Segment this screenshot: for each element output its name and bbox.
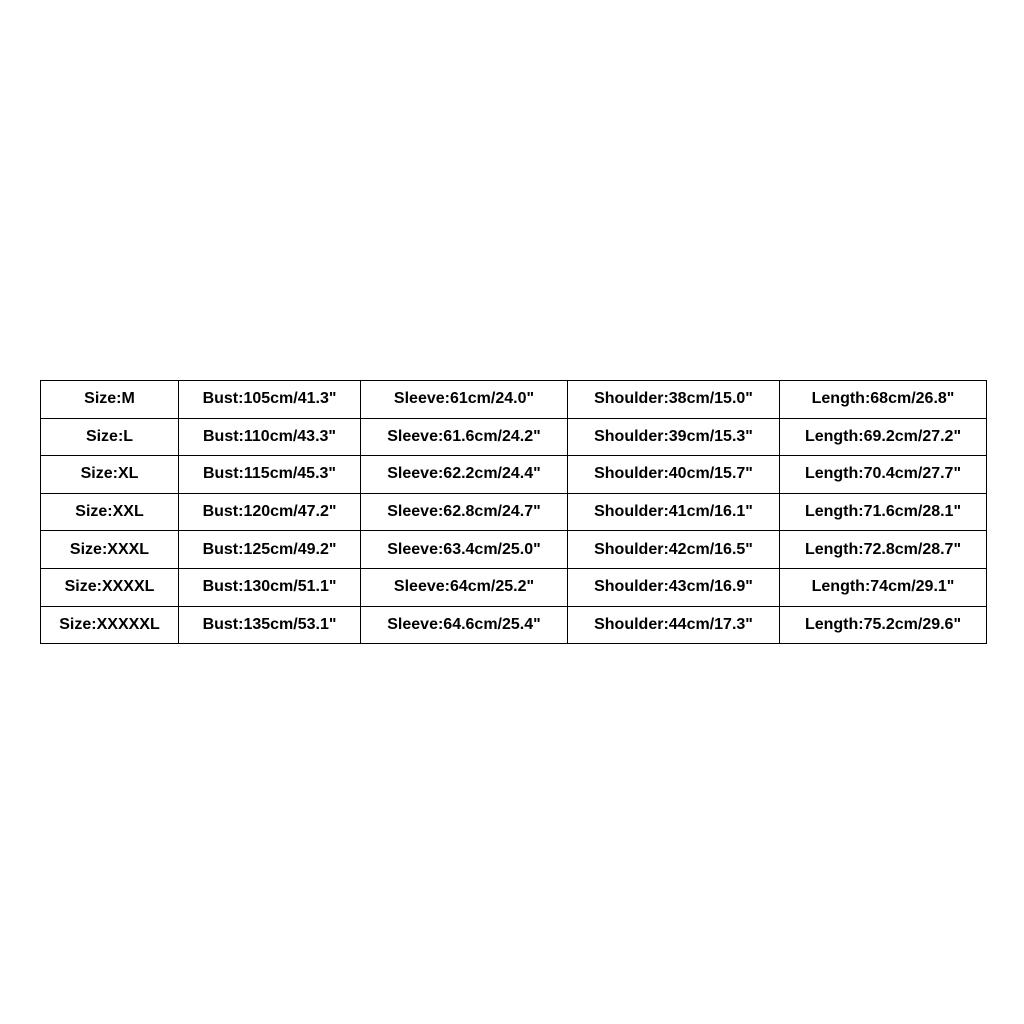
- sleeve-cell: Sleeve:62.2cm/24.4": [361, 456, 568, 494]
- sleeve-cell: Sleeve:61.6cm/24.2": [361, 418, 568, 456]
- bust-cell: Bust:105cm/41.3": [179, 381, 361, 419]
- table-row: [41, 381, 987, 419]
- shoulder-cell: Shoulder:38cm/15.0": [568, 381, 780, 419]
- length-cell: Length:68cm/26.8": [780, 381, 987, 419]
- table-row: [41, 456, 987, 494]
- size-cell: Size:XXXL: [41, 531, 179, 569]
- table-row: [41, 568, 987, 606]
- bust-cell: Bust:120cm/47.2": [179, 493, 361, 531]
- size-cell: Size:L: [41, 418, 179, 456]
- size-chart-table: [40, 380, 987, 644]
- table-row: [41, 493, 987, 531]
- size-cell: Size:XXXXL: [41, 568, 179, 606]
- shoulder-cell: Shoulder:42cm/16.5": [568, 531, 780, 569]
- length-cell: Length:71.6cm/28.1": [780, 493, 987, 531]
- length-cell: Length:72.8cm/28.7": [780, 531, 987, 569]
- sleeve-cell: Sleeve:62.8cm/24.7": [361, 493, 568, 531]
- length-cell: Length:74cm/29.1": [780, 568, 987, 606]
- bust-cell: Bust:125cm/49.2": [179, 531, 361, 569]
- bust-cell: Bust:135cm/53.1": [179, 606, 361, 644]
- size-cell: Size:M: [41, 381, 179, 419]
- length-cell: Length:69.2cm/27.2": [780, 418, 987, 456]
- sleeve-cell: Sleeve:64.6cm/25.4": [361, 606, 568, 644]
- sleeve-cell: Sleeve:64cm/25.2": [361, 568, 568, 606]
- sleeve-cell: Sleeve:61cm/24.0": [361, 381, 568, 419]
- shoulder-cell: Shoulder:44cm/17.3": [568, 606, 780, 644]
- length-cell: Length:70.4cm/27.7": [780, 456, 987, 494]
- bust-cell: Bust:110cm/43.3": [179, 418, 361, 456]
- shoulder-cell: Shoulder:41cm/16.1": [568, 493, 780, 531]
- table-row: [41, 606, 987, 644]
- sleeve-cell: Sleeve:63.4cm/25.0": [361, 531, 568, 569]
- bust-cell: Bust:130cm/51.1": [179, 568, 361, 606]
- shoulder-cell: Shoulder:39cm/15.3": [568, 418, 780, 456]
- size-cell: Size:XXL: [41, 493, 179, 531]
- shoulder-cell: Shoulder:43cm/16.9": [568, 568, 780, 606]
- table-row: [41, 418, 987, 456]
- size-cell: Size:XXXXXL: [41, 606, 179, 644]
- length-cell: Length:75.2cm/29.6": [780, 606, 987, 644]
- bust-cell: Bust:115cm/45.3": [179, 456, 361, 494]
- size-cell: Size:XL: [41, 456, 179, 494]
- table-row: [41, 531, 987, 569]
- shoulder-cell: Shoulder:40cm/15.7": [568, 456, 780, 494]
